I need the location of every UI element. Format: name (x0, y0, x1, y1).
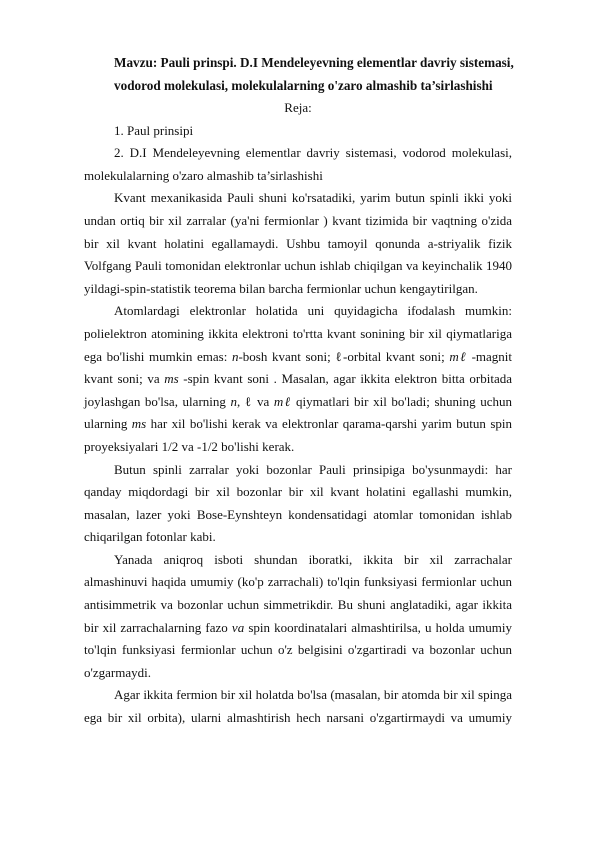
document-title (114, 52, 534, 97)
text-fragment: -orbital kvant soni; (343, 348, 450, 364)
paragraph-wavefunction-symmetry (84, 549, 512, 685)
text-fragment: -bosh kvant soni; (238, 348, 336, 364)
symbol-n: n (230, 393, 237, 409)
symbol-ms: ms (131, 416, 147, 432)
text-fragment: -spin kvant soni . Masalan, agar ikkita elektron bitta orbitada joylashgan bo'lsa, ularning (84, 371, 513, 409)
symbol-ml: mℓ (449, 348, 467, 364)
text-fragment: va (252, 393, 274, 409)
text-fragment: qiymatlari bir xil bo'ladi; shuning uchun ularning (84, 393, 513, 432)
paragraph-bosons: Butun spinli zarralar yoki bozonlar Pauli prinsipiga bo'ysunmaydi: har qanday miqdordagi bir xil bozonlar bir xil kvant holatini egallashi mumkin, masalan, lazer yoki Bose-Eynshteyn kondensatidagi atomlar tomonidan ishlab chiqarilgan fotonlar kabi. (84, 461, 512, 545)
title-line-2: vodorod molekulasi, molekulalarning o'zaro almashib ta’sirlashishi (114, 77, 493, 93)
symbol-ms: ms (164, 371, 179, 387)
text-fragment: spin koordinatalari almashtirilsa, u holda umumiy to'lqin funksiyasi fermionlar uchun o'z belgisini o'zgartiradi va bozonlar uchun o'zgarmaydi. (84, 619, 513, 680)
plan-item-1: 1. Paul prinsipi (114, 122, 194, 138)
symbol-ml: mℓ (273, 393, 292, 409)
symbol-l: ℓ (244, 393, 253, 409)
symbol-n: n (231, 348, 239, 364)
document-page (84, 52, 512, 730)
paragraph-two-fermions: Agar ikkita fermion bir xil holatda bo'lsa (masalan, bir atomda bir xil spinga ega bir xil orbita), ularni almashtirish hech narsani o'zgartirmaydi va umumiy (84, 687, 512, 726)
text-fragment: -magnit kvant soni; va (84, 348, 513, 387)
title-line-1: Mavzu: Pauli prinspi. D.I Mendeleyevning elementlar davriy sistemasi, (114, 55, 514, 70)
text-fragment: Atomlardagi elektronlar holatida uni quyidagicha ifodalash mumkin: polielektron atomining ikkita elektroni to'rtta kvant sonining bir xil qiymatlariga ega bo'lishi mumkin emas: (84, 303, 512, 364)
plan-heading: Reja: (284, 100, 312, 115)
plan-item-2: 2. D.I Mendeleyevning elementlar davriy sistemasi, vodorod molekulasi, molekulalarning o'zaro almashib ta’sirlashishi (84, 145, 512, 183)
paragraph-pauli-definition: Kvant mexanikasida Pauli shuni ko'rsatadiki, yarim butun spinli ikki yoki undan ortiq bir xil zarralar (ya'ni fermionlar ) kvant tizimida bir vaqtning o'zida bir xil kvant holatini egallamaydi. Ushbu tamoyil qonunda a-striyalik fizik Volfgang Pauli tomonidan elektronlar uchun ishlab chiqilgan va keyinchalik 1940 yildagi-spin-statistik teorema bilan barcha fermionlar uchun kengaytirilgan. (84, 190, 512, 296)
text-fragment: Yanada aniqroq isboti shundan iboratki, ikkita bir xil zarrachalar almashinuvi haqida umumiy (ko'p zarrachali) to'lqin funksiyasi fermionlar uchun antisimmetrik va bozonlar uchun simmetrikdir. Bu shuni anglatadiki, agar ikkita bir xil zarrachalarning fazo (84, 551, 512, 635)
text-fragment: , (236, 393, 245, 409)
text-italic-va: va (231, 619, 245, 635)
paragraph-quantum-numbers (84, 300, 512, 458)
symbol-l: ℓ (335, 348, 344, 364)
text-fragment: har xil bo'lishi kerak va elektronlar qarama-qarshi yarim butun spin proyeksiyalari 1/2 va -1/2 bo'lishi kerak. (84, 416, 512, 454)
